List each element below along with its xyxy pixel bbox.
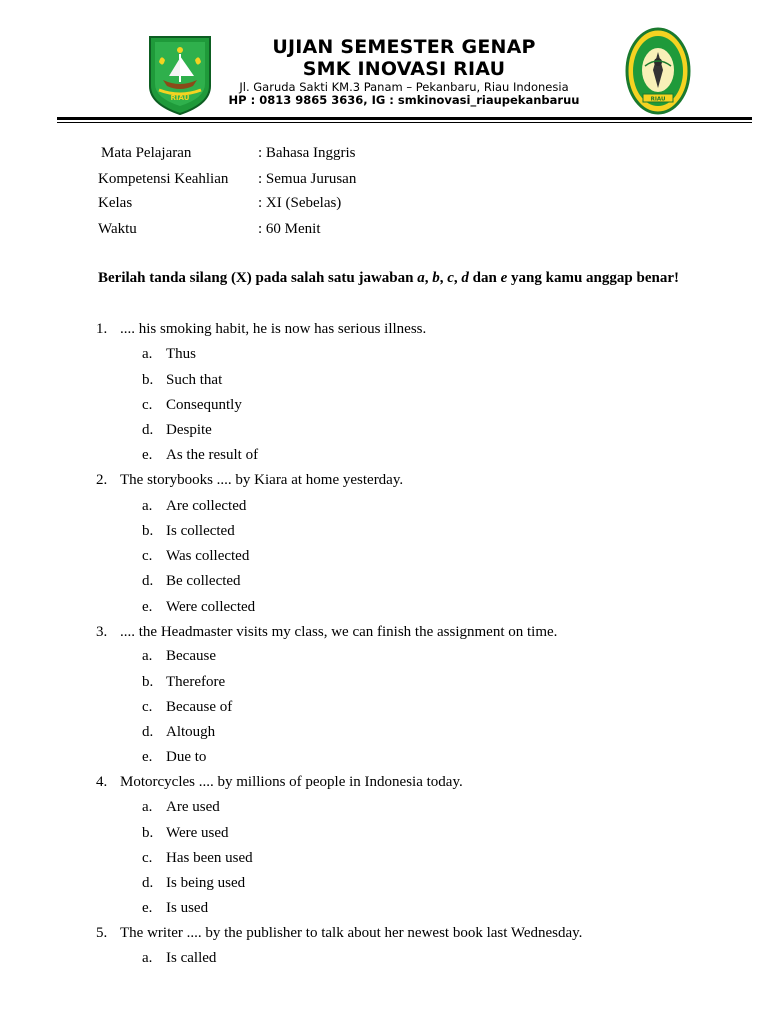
header-rule-thin xyxy=(57,122,752,123)
question-text: .... the Headmaster visits my class, we can finish the assignment on time. xyxy=(120,624,558,640)
instruction-letter: b xyxy=(432,270,440,286)
option-text: Despite xyxy=(166,422,212,438)
info-value: : Bahasa Inggris xyxy=(258,145,356,161)
school-emblem-icon xyxy=(625,26,691,116)
option-text: Are used xyxy=(166,799,220,815)
option-text: Consequntly xyxy=(166,397,242,413)
option-text: As the result of xyxy=(166,447,259,463)
option-letter: c. xyxy=(142,699,153,715)
instruction-separator: dan xyxy=(468,270,501,286)
option-letter: a. xyxy=(142,346,153,362)
instruction-separator: , xyxy=(439,270,448,286)
question-text: The storybooks .... by Kiara at home yesterday. xyxy=(120,472,404,488)
option-text: Is collected xyxy=(166,523,235,539)
option-letter: e. xyxy=(142,447,153,463)
option-letter: b. xyxy=(142,674,154,690)
exam-title: UJIAN SEMESTER GENAP xyxy=(272,36,536,58)
option-text: Due to xyxy=(166,749,207,765)
info-label: Kompetensi Keahlian xyxy=(98,171,229,187)
option-letter: d. xyxy=(142,875,154,891)
option-letter: c. xyxy=(142,548,153,564)
instruction-letter: d xyxy=(461,270,469,286)
question-text: Motorcycles .... by millions of people in Indonesia today. xyxy=(120,774,463,790)
info-label: Waktu xyxy=(98,221,137,237)
option-letter: a. xyxy=(142,799,153,815)
info-value: : 60 Menit xyxy=(258,221,321,237)
option-letter: d. xyxy=(142,422,154,438)
instruction-letter: a xyxy=(417,270,425,286)
option-letter: b. xyxy=(142,825,154,841)
question-text: .... his smoking habit, he is now has serious illness. xyxy=(120,321,427,337)
option-letter: d. xyxy=(142,573,154,589)
question-number: 3. xyxy=(96,624,108,640)
option-letter: e. xyxy=(142,749,153,765)
option-text: Were collected xyxy=(166,599,256,615)
option-letter: a. xyxy=(142,950,153,966)
question-number: 5. xyxy=(96,925,108,941)
question-number: 1. xyxy=(96,321,108,337)
question-number: 2. xyxy=(96,472,108,488)
instruction-text: yang kamu anggap benar! xyxy=(507,270,679,286)
info-label: Mata Pelajaran xyxy=(101,145,192,161)
option-letter: a. xyxy=(142,648,153,664)
school-address: Jl. Garuda Sakti KM.3 Panam – Pekanbaru, Riau Indonesia xyxy=(239,80,569,94)
instruction-text: Berilah tanda silang (X) pada salah satu jawaban xyxy=(98,270,418,286)
option-text: Is used xyxy=(166,900,209,916)
option-text: Because of xyxy=(166,699,233,715)
option-letter: a. xyxy=(142,498,153,514)
letterhead xyxy=(0,0,768,125)
option-text: Therefore xyxy=(166,674,226,690)
instruction-separator: , xyxy=(424,270,433,286)
left-logo-text: RIAU xyxy=(170,94,190,102)
option-letter: c. xyxy=(142,850,153,866)
option-text: Were used xyxy=(166,825,229,841)
option-letter: d. xyxy=(142,724,154,740)
info-label: Kelas xyxy=(98,195,133,211)
question-text: The writer .... by the publisher to talk about her newest book last Wednesday. xyxy=(120,925,583,941)
option-letter: e. xyxy=(142,599,153,615)
header-rule-thick xyxy=(57,117,752,120)
option-text: Because xyxy=(166,648,216,664)
right-logo-text: RIAU xyxy=(650,96,666,103)
option-text: Altough xyxy=(166,724,216,740)
option-text: Such that xyxy=(166,372,223,388)
school-contact: HP : 0813 9865 3636, IG : smkinovasi_riaupekanbaruu xyxy=(228,93,580,107)
instruction-letter: e xyxy=(500,270,508,286)
info-value: : XI (Sebelas) xyxy=(258,195,342,211)
question-number: 4. xyxy=(96,774,108,790)
option-text: Are collected xyxy=(166,498,247,514)
option-letter: c. xyxy=(142,397,153,413)
option-letter: b. xyxy=(142,523,154,539)
option-text: Has been used xyxy=(166,850,253,866)
option-text: Be collected xyxy=(166,573,241,589)
option-text: Thus xyxy=(166,346,196,362)
option-letter: e. xyxy=(142,900,153,916)
instruction-letter: c xyxy=(447,270,454,286)
option-text: Was collected xyxy=(166,548,250,564)
option-letter: b. xyxy=(142,372,154,388)
option-text: Is called xyxy=(166,950,217,966)
info-value: : Semua Jurusan xyxy=(258,171,357,187)
option-text: Is being used xyxy=(166,875,246,891)
instruction xyxy=(98,269,718,287)
instruction-separator: , xyxy=(453,270,462,286)
school-name: SMK INOVASI RIAU xyxy=(302,58,506,80)
